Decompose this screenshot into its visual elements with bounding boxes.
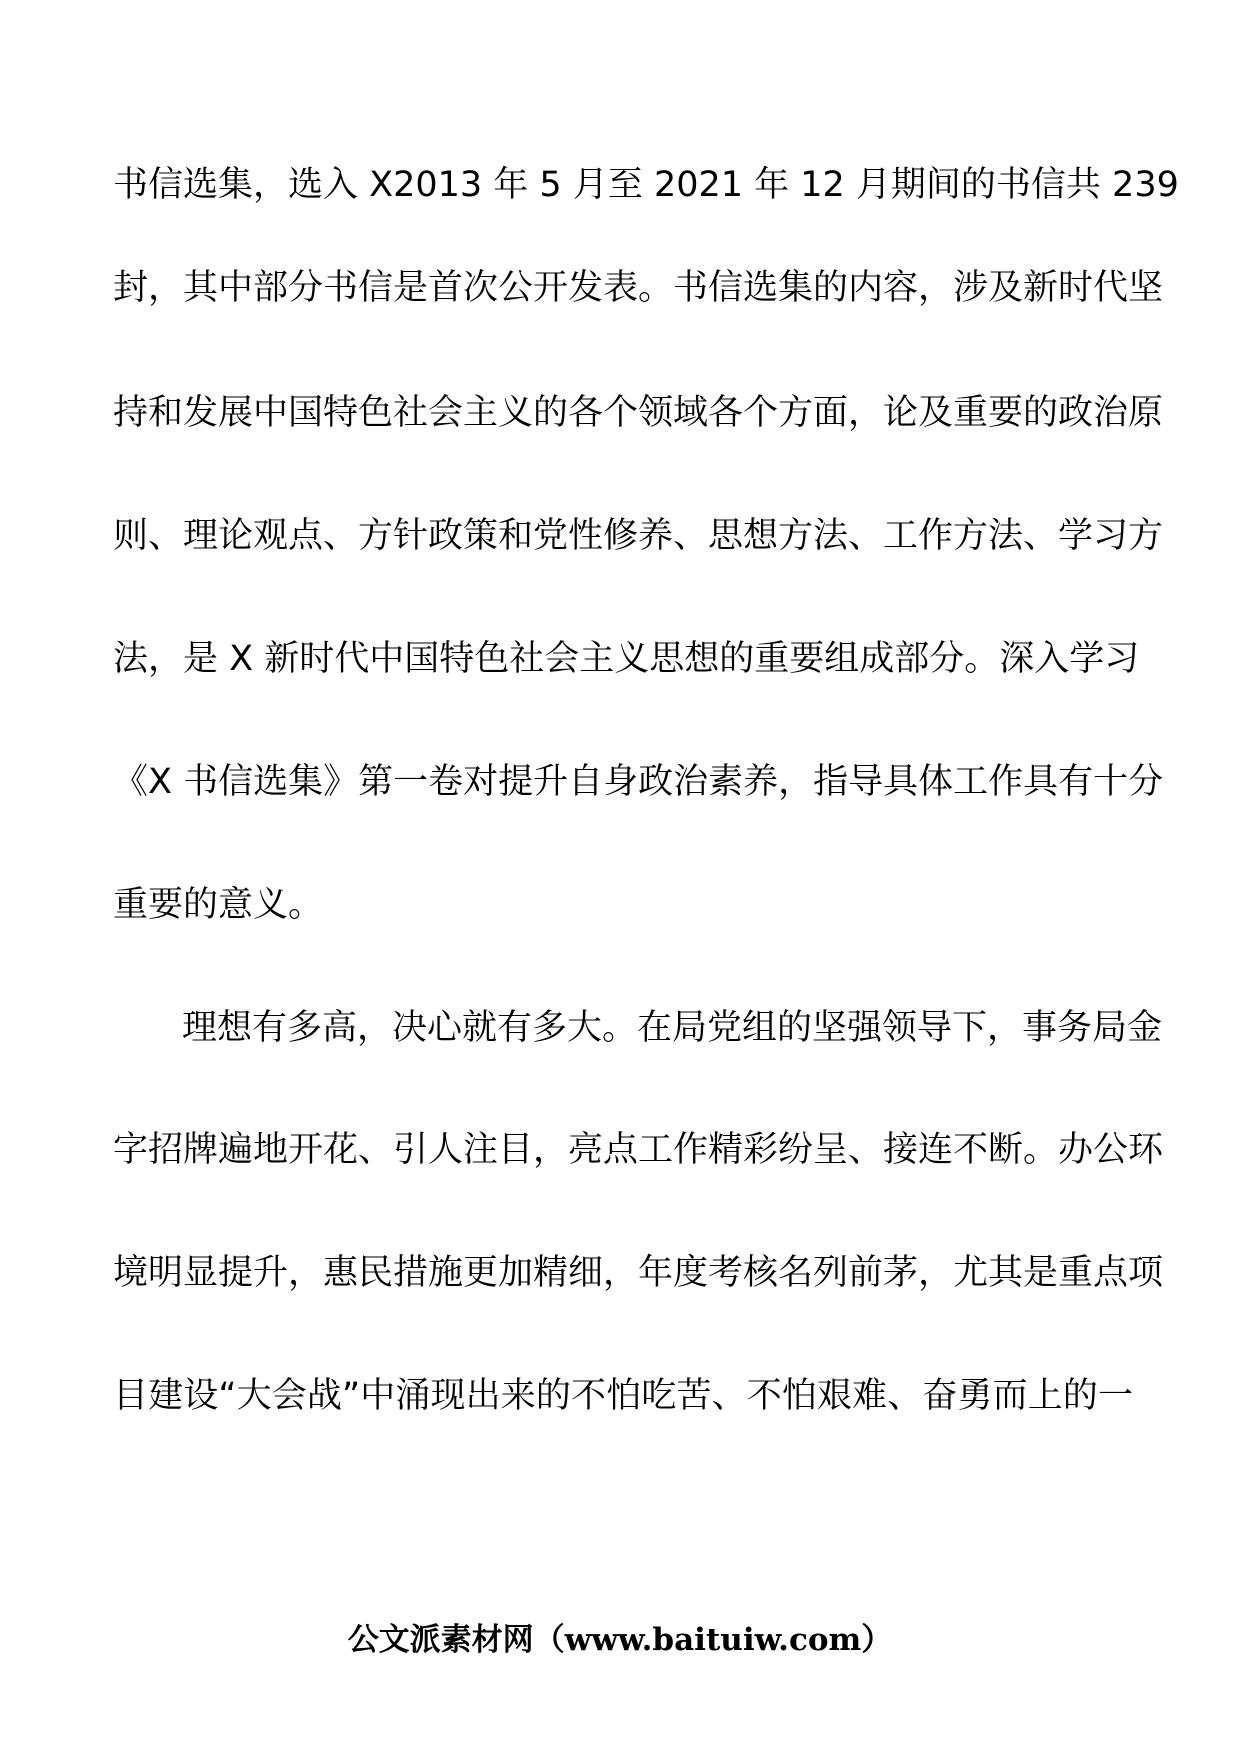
paragraph-line-3: 持和发展中国特色社会主义的各个领域各个方面，论及重要的政治原	[113, 393, 1164, 433]
paragraph-line-2: 封，其中部分书信是首次公开发表。书信选集的内容，涉及新时代坚	[113, 268, 1164, 308]
paragraph-line-5: 法，是 X 新时代中国特色社会主义思想的重要组成部分。深入学习	[113, 639, 1140, 679]
paragraph-line-9: 字招牌遍地开花、引人注目，亮点工作精彩纷呈、接连不断。办公环	[113, 1130, 1164, 1170]
paragraph-line-7: 重要的意义。	[113, 885, 324, 925]
paragraph-line-6: 《X 书信选集》第一卷对提升自身政治素养，指导具体工作具有十分	[113, 762, 1164, 802]
paragraph-line-11: 目建设“大会战”中涌现出来的不怕吃苦、不怕艰难、奋勇而上的一	[113, 1376, 1133, 1416]
paragraph-line-8: 理想有多高，决心就有多大。在局党组的坚强领导下，事务局金	[182, 1008, 1163, 1048]
paragraph-line-1: 书信选集，选入 X2013 年 5 月至 2021 年 12 月期间的书信共 239	[113, 165, 1179, 205]
paragraph-line-10: 境明显提升，惠民措施更加精细，年度考核名列前茅，尤其是重点项	[113, 1253, 1164, 1293]
page-footer: 公文派素材网（www.baituiw.com）	[347, 1622, 893, 1658]
paragraph-line-4: 则、理论观点、方针政策和党性修养、思想方法、工作方法、学习方	[113, 516, 1164, 556]
